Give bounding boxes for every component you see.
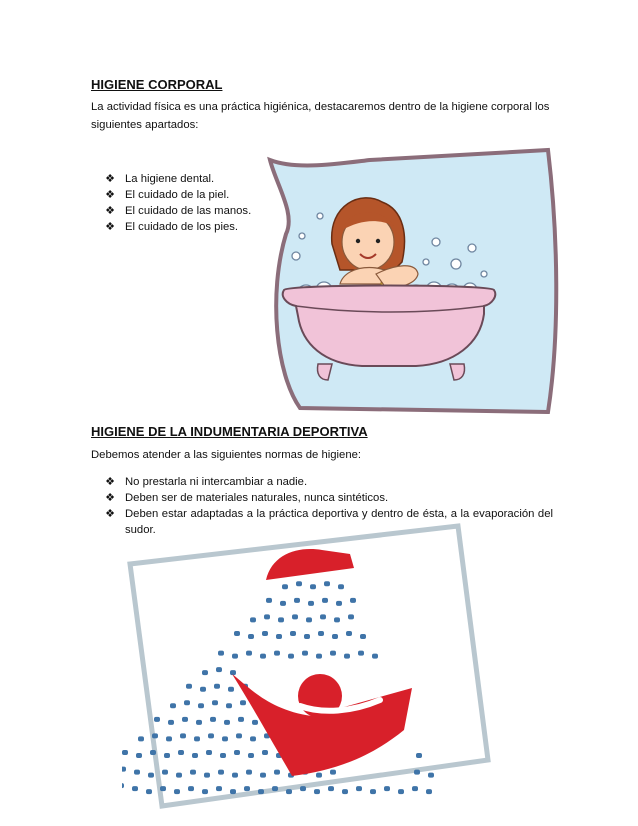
water-drop bbox=[134, 770, 140, 775]
water-drop bbox=[146, 789, 152, 794]
water-drop bbox=[274, 770, 280, 775]
water-drop bbox=[232, 773, 238, 778]
water-drop bbox=[230, 670, 236, 675]
body-hygiene-list bbox=[103, 171, 251, 235]
water-drop bbox=[260, 654, 266, 659]
water-drop bbox=[244, 786, 250, 791]
water-drop bbox=[218, 770, 224, 775]
water-drop bbox=[250, 736, 256, 741]
list-item: ❖ La higiene dental. bbox=[103, 171, 251, 187]
water-drop bbox=[276, 634, 282, 639]
water-drop bbox=[218, 651, 224, 656]
water-drop bbox=[292, 614, 298, 619]
section-intro-body: La actividad física es una práctica higiénica, destacaremos dentro de la higiene corporal los siguientes apartados: bbox=[91, 101, 550, 131]
water-drop bbox=[252, 720, 258, 725]
water-drop bbox=[220, 753, 226, 758]
water-drop bbox=[178, 750, 184, 755]
water-drop bbox=[416, 753, 422, 758]
water-drop bbox=[154, 717, 160, 722]
water-drop bbox=[228, 687, 234, 692]
water-drop bbox=[266, 598, 272, 603]
section-title-hygiene-body: HIGIENE CORPORAL bbox=[91, 77, 223, 92]
water-drop bbox=[200, 687, 206, 692]
shower-illustration bbox=[122, 520, 496, 816]
diamond-bullet-icon: ❖ bbox=[105, 492, 115, 504]
list-item: ❖ El cuidado de la piel. bbox=[103, 187, 251, 203]
water-drop bbox=[190, 770, 196, 775]
diamond-bullet-icon: ❖ bbox=[105, 221, 115, 233]
water-drop bbox=[262, 631, 268, 636]
list-item: ❖ El cuidado de las manos. bbox=[103, 203, 251, 219]
water-drop bbox=[232, 654, 238, 659]
water-drop bbox=[208, 733, 214, 738]
water-drop bbox=[188, 786, 194, 791]
water-drop bbox=[304, 634, 310, 639]
water-drop bbox=[278, 617, 284, 622]
water-drop bbox=[164, 753, 170, 758]
water-drop bbox=[316, 773, 322, 778]
water-drop bbox=[356, 786, 362, 791]
water-drop bbox=[248, 753, 254, 758]
water-drop bbox=[192, 753, 198, 758]
water-drop bbox=[370, 789, 376, 794]
water-drop bbox=[412, 786, 418, 791]
water-drop bbox=[216, 786, 222, 791]
water-drop bbox=[350, 598, 356, 603]
water-drop bbox=[328, 786, 334, 791]
water-drop bbox=[280, 601, 286, 606]
water-drop bbox=[274, 651, 280, 656]
water-drop bbox=[310, 584, 316, 589]
water-drop bbox=[344, 654, 350, 659]
water-drop bbox=[414, 770, 420, 775]
water-drop bbox=[346, 631, 352, 636]
water-drop bbox=[216, 667, 222, 672]
water-drop bbox=[202, 670, 208, 675]
water-drop bbox=[250, 617, 256, 622]
water-drop bbox=[248, 634, 254, 639]
water-drop bbox=[294, 598, 300, 603]
list-item: ❖ Deben estar adaptadas a la práctica deportiva y dentro de ésta, a la evaporación del sudor. bbox=[103, 506, 553, 538]
water-drop bbox=[300, 786, 306, 791]
water-drop bbox=[224, 720, 230, 725]
water-drop bbox=[320, 614, 326, 619]
list-item: ❖ El cuidado de los pies. bbox=[103, 219, 251, 235]
water-drop bbox=[174, 789, 180, 794]
water-drop bbox=[314, 789, 320, 794]
water-drop bbox=[316, 654, 322, 659]
water-drop bbox=[302, 651, 308, 656]
water-drop bbox=[138, 736, 144, 741]
water-drop bbox=[288, 654, 294, 659]
water-drop bbox=[296, 581, 302, 586]
diamond-bullet-icon: ❖ bbox=[105, 508, 115, 520]
section-title-sports-clothing: HIGIENE DE LA INDUMENTARIA DEPORTIVA bbox=[91, 424, 368, 439]
water-drop bbox=[324, 581, 330, 586]
water-drop bbox=[318, 631, 324, 636]
water-drop bbox=[330, 651, 336, 656]
water-drop bbox=[148, 773, 154, 778]
water-drop bbox=[122, 783, 124, 788]
water-drop bbox=[160, 786, 166, 791]
water-drop bbox=[262, 750, 268, 755]
water-drop bbox=[204, 773, 210, 778]
bath-illustration bbox=[266, 144, 562, 414]
water-drop bbox=[180, 733, 186, 738]
water-drop bbox=[238, 717, 244, 722]
water-drop bbox=[332, 634, 338, 639]
water-drop bbox=[132, 786, 138, 791]
water-drop bbox=[308, 601, 314, 606]
water-drop bbox=[384, 786, 390, 791]
water-drop bbox=[234, 631, 240, 636]
water-drop bbox=[194, 736, 200, 741]
list-item: ❖ Deben ser de materiales naturales, nunca sintéticos. bbox=[103, 490, 553, 506]
water-drop bbox=[168, 720, 174, 725]
diamond-bullet-icon: ❖ bbox=[105, 173, 115, 185]
water-drop bbox=[170, 703, 176, 708]
water-drop bbox=[272, 786, 278, 791]
diamond-bullet-icon: ❖ bbox=[105, 476, 115, 488]
water-drop bbox=[398, 789, 404, 794]
water-drop bbox=[210, 717, 216, 722]
water-drop bbox=[372, 654, 378, 659]
water-drop bbox=[152, 733, 158, 738]
water-drop bbox=[286, 789, 292, 794]
water-drop bbox=[360, 634, 366, 639]
water-drop bbox=[240, 700, 246, 705]
list-item: ❖ No prestarla ni intercambiar a nadie. bbox=[103, 474, 553, 490]
water-drop bbox=[306, 617, 312, 622]
water-drop bbox=[196, 720, 202, 725]
water-drop bbox=[166, 736, 172, 741]
water-drop bbox=[214, 684, 220, 689]
water-drop bbox=[258, 789, 264, 794]
water-drop bbox=[426, 789, 432, 794]
water-drop bbox=[330, 770, 336, 775]
water-drop bbox=[260, 773, 266, 778]
section-intro-clothing: Debemos atender a las siguientes normas de higiene: bbox=[91, 449, 362, 461]
water-drop bbox=[150, 750, 156, 755]
water-drop bbox=[212, 700, 218, 705]
water-drop bbox=[342, 789, 348, 794]
water-drop bbox=[162, 770, 168, 775]
water-drop bbox=[222, 736, 228, 741]
water-drop bbox=[206, 750, 212, 755]
water-drop bbox=[428, 773, 434, 778]
water-drop bbox=[226, 703, 232, 708]
water-drop bbox=[122, 767, 126, 772]
water-drop bbox=[246, 651, 252, 656]
water-drop bbox=[176, 773, 182, 778]
water-drop bbox=[338, 584, 344, 589]
diamond-bullet-icon: ❖ bbox=[105, 189, 115, 201]
water-drop bbox=[202, 789, 208, 794]
water-drop bbox=[234, 750, 240, 755]
water-drop bbox=[264, 614, 270, 619]
water-drop bbox=[184, 700, 190, 705]
water-drop bbox=[282, 584, 288, 589]
water-drop bbox=[182, 717, 188, 722]
water-drop bbox=[186, 684, 192, 689]
water-drop bbox=[336, 601, 342, 606]
water-drop bbox=[198, 703, 204, 708]
water-drop bbox=[334, 617, 340, 622]
water-drop bbox=[122, 750, 128, 755]
water-drop bbox=[246, 770, 252, 775]
water-drop bbox=[230, 789, 236, 794]
water-drop bbox=[136, 753, 142, 758]
water-drop bbox=[322, 598, 328, 603]
water-drop bbox=[348, 614, 354, 619]
water-drop bbox=[236, 733, 242, 738]
diamond-bullet-icon: ❖ bbox=[105, 205, 115, 217]
water-drop bbox=[358, 651, 364, 656]
water-drop bbox=[290, 631, 296, 636]
